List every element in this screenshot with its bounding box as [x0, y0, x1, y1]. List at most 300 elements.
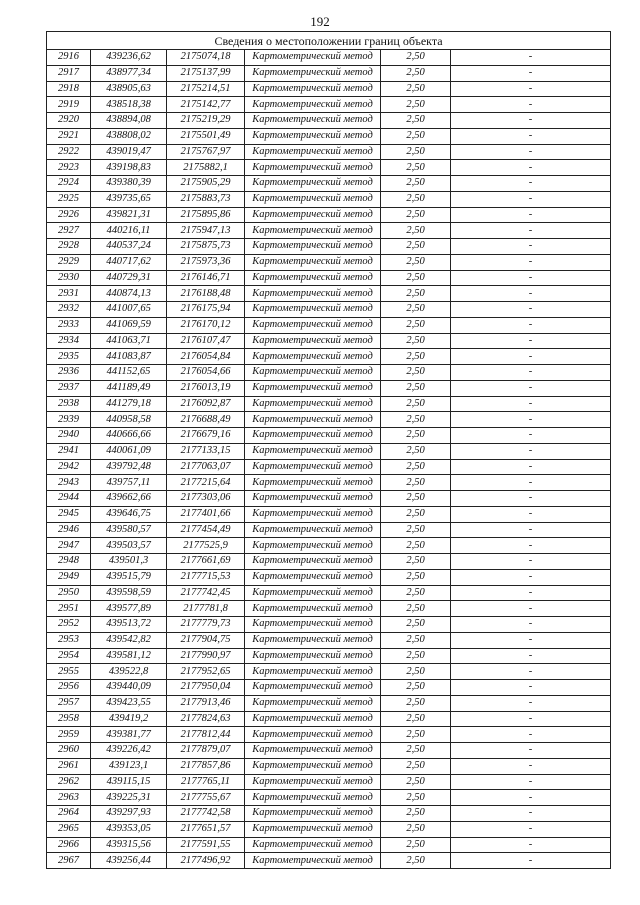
note-cell: -: [451, 396, 611, 412]
note-cell: -: [451, 144, 611, 160]
accuracy-cell: 2,50: [381, 837, 451, 853]
table-row: [47, 853, 611, 869]
note-cell: -: [451, 774, 611, 790]
table-row: [47, 837, 611, 853]
method-cell: Картометрический метод: [245, 837, 381, 853]
accuracy-cell: 2,50: [381, 333, 451, 349]
table-row: [47, 443, 611, 459]
method-cell: Картометрический метод: [245, 81, 381, 97]
accuracy-cell: 2,50: [381, 727, 451, 743]
table-row: [47, 601, 611, 617]
y-coordinate-cell: 2175947,13: [167, 223, 245, 239]
accuracy-cell: 2,50: [381, 191, 451, 207]
accuracy-cell: 2,50: [381, 522, 451, 538]
note-cell: -: [451, 286, 611, 302]
accuracy-cell: 2,50: [381, 695, 451, 711]
point-number-cell: 2922: [47, 144, 91, 160]
y-coordinate-cell: 2175875,73: [167, 239, 245, 255]
accuracy-cell: 2,50: [381, 239, 451, 255]
table-row: [47, 254, 611, 270]
accuracy-cell: 2,50: [381, 65, 451, 81]
accuracy-cell: 2,50: [381, 412, 451, 428]
y-coordinate-cell: 2176170,12: [167, 317, 245, 333]
method-cell: Картометрический метод: [245, 223, 381, 239]
accuracy-cell: 2,50: [381, 664, 451, 680]
y-coordinate-cell: 2175501,49: [167, 128, 245, 144]
x-coordinate-cell: 441069,59: [91, 317, 167, 333]
x-coordinate-cell: 439380,39: [91, 176, 167, 192]
page-number: 192: [310, 14, 330, 29]
accuracy-cell: 2,50: [381, 380, 451, 396]
y-coordinate-cell: 2176107,47: [167, 333, 245, 349]
x-coordinate-cell: 439115,15: [91, 774, 167, 790]
table-title: Сведения о местоположении границ объекта: [47, 32, 611, 50]
accuracy-cell: 2,50: [381, 569, 451, 585]
method-cell: Картометрический метод: [245, 569, 381, 585]
accuracy-cell: 2,50: [381, 475, 451, 491]
accuracy-cell: 2,50: [381, 223, 451, 239]
note-cell: -: [451, 648, 611, 664]
method-cell: Картометрический метод: [245, 65, 381, 81]
table-row: [47, 270, 611, 286]
accuracy-cell: 2,50: [381, 50, 451, 66]
point-number-cell: 2938: [47, 396, 91, 412]
table-row: [47, 223, 611, 239]
point-number-cell: 2916: [47, 50, 91, 66]
method-cell: Картометрический метод: [245, 412, 381, 428]
point-number-cell: 2957: [47, 695, 91, 711]
note-cell: -: [451, 223, 611, 239]
note-cell: -: [451, 270, 611, 286]
x-coordinate-cell: 439757,11: [91, 475, 167, 491]
note-cell: -: [451, 680, 611, 696]
y-coordinate-cell: 2177765,11: [167, 774, 245, 790]
y-coordinate-cell: 2175895,86: [167, 207, 245, 223]
y-coordinate-cell: 2177879,07: [167, 743, 245, 759]
method-cell: Картометрический метод: [245, 585, 381, 601]
x-coordinate-cell: 439821,31: [91, 207, 167, 223]
y-coordinate-cell: 2177904,75: [167, 632, 245, 648]
y-coordinate-cell: 2175973,36: [167, 254, 245, 270]
table-row: [47, 50, 611, 66]
accuracy-cell: 2,50: [381, 443, 451, 459]
method-cell: Картометрический метод: [245, 365, 381, 381]
y-coordinate-cell: 2177651,57: [167, 821, 245, 837]
table-row: [47, 711, 611, 727]
accuracy-cell: 2,50: [381, 554, 451, 570]
point-number-cell: 2948: [47, 554, 91, 570]
accuracy-cell: 2,50: [381, 270, 451, 286]
accuracy-cell: 2,50: [381, 302, 451, 318]
method-cell: Картометрический метод: [245, 191, 381, 207]
y-coordinate-cell: 2177913,46: [167, 695, 245, 711]
x-coordinate-cell: 439598,59: [91, 585, 167, 601]
x-coordinate-cell: 439515,79: [91, 569, 167, 585]
x-coordinate-cell: 439735,65: [91, 191, 167, 207]
table-row: [47, 522, 611, 538]
method-cell: Картометрический метод: [245, 853, 381, 869]
point-number-cell: 2926: [47, 207, 91, 223]
table-row: [47, 790, 611, 806]
accuracy-cell: 2,50: [381, 617, 451, 633]
table-body: [47, 50, 611, 869]
method-cell: Картометрический метод: [245, 695, 381, 711]
table-row: [47, 459, 611, 475]
x-coordinate-cell: 439580,57: [91, 522, 167, 538]
note-cell: -: [451, 664, 611, 680]
method-cell: Картометрический метод: [245, 632, 381, 648]
y-coordinate-cell: 2177952,65: [167, 664, 245, 680]
accuracy-cell: 2,50: [381, 853, 451, 869]
method-cell: Картометрический метод: [245, 648, 381, 664]
point-number-cell: 2951: [47, 601, 91, 617]
note-cell: -: [451, 349, 611, 365]
point-number-cell: 2965: [47, 821, 91, 837]
note-cell: -: [451, 97, 611, 113]
point-number-cell: 2966: [47, 837, 91, 853]
point-number-cell: 2923: [47, 160, 91, 176]
point-number-cell: 2949: [47, 569, 91, 585]
note-cell: -: [451, 790, 611, 806]
note-cell: -: [451, 443, 611, 459]
y-coordinate-cell: 2175767,97: [167, 144, 245, 160]
accuracy-cell: 2,50: [381, 821, 451, 837]
x-coordinate-cell: 441189,49: [91, 380, 167, 396]
x-coordinate-cell: 439646,75: [91, 506, 167, 522]
table-row: [47, 506, 611, 522]
method-cell: Картометрический метод: [245, 475, 381, 491]
note-cell: -: [451, 160, 611, 176]
table-row: [47, 207, 611, 223]
method-cell: Картометрический метод: [245, 97, 381, 113]
point-number-cell: 2932: [47, 302, 91, 318]
point-number-cell: 2962: [47, 774, 91, 790]
method-cell: Картометрический метод: [245, 302, 381, 318]
table-row: [47, 160, 611, 176]
table-row: [47, 491, 611, 507]
note-cell: -: [451, 837, 611, 853]
table-row: [47, 239, 611, 255]
y-coordinate-cell: 2177661,69: [167, 554, 245, 570]
y-coordinate-cell: 2176146,71: [167, 270, 245, 286]
y-coordinate-cell: 2177742,58: [167, 806, 245, 822]
point-number-cell: 2931: [47, 286, 91, 302]
x-coordinate-cell: 439501,3: [91, 554, 167, 570]
method-cell: Картометрический метод: [245, 491, 381, 507]
y-coordinate-cell: 2177857,86: [167, 758, 245, 774]
table-row: [47, 695, 611, 711]
x-coordinate-cell: 439225,31: [91, 790, 167, 806]
point-number-cell: 2945: [47, 506, 91, 522]
x-coordinate-cell: 439419,2: [91, 711, 167, 727]
note-cell: -: [451, 522, 611, 538]
note-cell: -: [451, 254, 611, 270]
method-cell: Картометрический метод: [245, 554, 381, 570]
point-number-cell: 2959: [47, 727, 91, 743]
method-cell: Картометрический метод: [245, 538, 381, 554]
table-row: [47, 333, 611, 349]
method-cell: Картометрический метод: [245, 601, 381, 617]
table-row: [47, 365, 611, 381]
x-coordinate-cell: 440666,66: [91, 428, 167, 444]
x-coordinate-cell: 439423,55: [91, 695, 167, 711]
note-cell: -: [451, 585, 611, 601]
accuracy-cell: 2,50: [381, 317, 451, 333]
x-coordinate-cell: 440216,11: [91, 223, 167, 239]
x-coordinate-cell: 439577,89: [91, 601, 167, 617]
method-cell: Картометрический метод: [245, 459, 381, 475]
accuracy-cell: 2,50: [381, 506, 451, 522]
point-number-cell: 2967: [47, 853, 91, 869]
table-row: [47, 585, 611, 601]
note-cell: -: [451, 302, 611, 318]
method-cell: Картометрический метод: [245, 333, 381, 349]
y-coordinate-cell: 2175074,18: [167, 50, 245, 66]
x-coordinate-cell: 439236,62: [91, 50, 167, 66]
accuracy-cell: 2,50: [381, 254, 451, 270]
accuracy-cell: 2,50: [381, 680, 451, 696]
note-cell: -: [451, 632, 611, 648]
method-cell: Картометрический метод: [245, 774, 381, 790]
y-coordinate-cell: 2175219,29: [167, 113, 245, 129]
point-number-cell: 2947: [47, 538, 91, 554]
x-coordinate-cell: 439522,8: [91, 664, 167, 680]
point-number-cell: 2918: [47, 81, 91, 97]
table-row: [47, 302, 611, 318]
note-cell: -: [451, 365, 611, 381]
x-coordinate-cell: 440874,13: [91, 286, 167, 302]
table-row: [47, 65, 611, 81]
table-row: [47, 128, 611, 144]
y-coordinate-cell: 2177715,53: [167, 569, 245, 585]
y-coordinate-cell: 2177812,44: [167, 727, 245, 743]
note-cell: -: [451, 459, 611, 475]
x-coordinate-cell: 439503,57: [91, 538, 167, 554]
table-row: [47, 554, 611, 570]
x-coordinate-cell: 439662,66: [91, 491, 167, 507]
note-cell: -: [451, 50, 611, 66]
x-coordinate-cell: 440061,09: [91, 443, 167, 459]
accuracy-cell: 2,50: [381, 491, 451, 507]
x-coordinate-cell: 439019,47: [91, 144, 167, 160]
table-row: [47, 412, 611, 428]
method-cell: Картометрический метод: [245, 664, 381, 680]
point-number-cell: 2941: [47, 443, 91, 459]
point-number-cell: 2920: [47, 113, 91, 129]
method-cell: Картометрический метод: [245, 270, 381, 286]
point-number-cell: 2953: [47, 632, 91, 648]
accuracy-cell: 2,50: [381, 806, 451, 822]
method-cell: Картометрический метод: [245, 506, 381, 522]
x-coordinate-cell: 441152,65: [91, 365, 167, 381]
method-cell: Картометрический метод: [245, 758, 381, 774]
note-cell: -: [451, 317, 611, 333]
point-number-cell: 2940: [47, 428, 91, 444]
x-coordinate-cell: 439581,12: [91, 648, 167, 664]
accuracy-cell: 2,50: [381, 632, 451, 648]
point-number-cell: 2955: [47, 664, 91, 680]
method-cell: Картометрический метод: [245, 617, 381, 633]
note-cell: -: [451, 506, 611, 522]
note-cell: -: [451, 475, 611, 491]
method-cell: Картометрический метод: [245, 239, 381, 255]
x-coordinate-cell: 439353,05: [91, 821, 167, 837]
accuracy-cell: 2,50: [381, 113, 451, 129]
x-coordinate-cell: 440717,62: [91, 254, 167, 270]
method-cell: Картометрический метод: [245, 743, 381, 759]
x-coordinate-cell: 438808,02: [91, 128, 167, 144]
method-cell: Картометрический метод: [245, 790, 381, 806]
note-cell: -: [451, 821, 611, 837]
point-number-cell: 2928: [47, 239, 91, 255]
y-coordinate-cell: 2176013,19: [167, 380, 245, 396]
table-row: [47, 97, 611, 113]
note-cell: -: [451, 333, 611, 349]
table-row: [47, 648, 611, 664]
y-coordinate-cell: 2177591,55: [167, 837, 245, 853]
x-coordinate-cell: 438518,38: [91, 97, 167, 113]
accuracy-cell: 2,50: [381, 601, 451, 617]
note-cell: -: [451, 113, 611, 129]
note-cell: -: [451, 176, 611, 192]
accuracy-cell: 2,50: [381, 790, 451, 806]
accuracy-cell: 2,50: [381, 81, 451, 97]
y-coordinate-cell: 2176054,84: [167, 349, 245, 365]
point-number-cell: 2963: [47, 790, 91, 806]
x-coordinate-cell: 438905,63: [91, 81, 167, 97]
method-cell: Картометрический метод: [245, 727, 381, 743]
point-number-cell: 2929: [47, 254, 91, 270]
y-coordinate-cell: 2176688,49: [167, 412, 245, 428]
accuracy-cell: 2,50: [381, 365, 451, 381]
method-cell: Картометрический метод: [245, 806, 381, 822]
accuracy-cell: 2,50: [381, 538, 451, 554]
y-coordinate-cell: 2176188,48: [167, 286, 245, 302]
point-number-cell: 2946: [47, 522, 91, 538]
y-coordinate-cell: 2176054,66: [167, 365, 245, 381]
y-coordinate-cell: 2177454,49: [167, 522, 245, 538]
note-cell: -: [451, 711, 611, 727]
point-number-cell: 2927: [47, 223, 91, 239]
y-coordinate-cell: 2175142,77: [167, 97, 245, 113]
point-number-cell: 2961: [47, 758, 91, 774]
method-cell: Картометрический метод: [245, 380, 381, 396]
y-coordinate-cell: 2176092,87: [167, 396, 245, 412]
x-coordinate-cell: 439297,93: [91, 806, 167, 822]
accuracy-cell: 2,50: [381, 743, 451, 759]
method-cell: Картометрический метод: [245, 50, 381, 66]
x-coordinate-cell: 441063,71: [91, 333, 167, 349]
x-coordinate-cell: 441083,87: [91, 349, 167, 365]
table-row: [47, 380, 611, 396]
accuracy-cell: 2,50: [381, 711, 451, 727]
x-coordinate-cell: 440537,24: [91, 239, 167, 255]
table-row: [47, 680, 611, 696]
note-cell: -: [451, 207, 611, 223]
note-cell: -: [451, 428, 611, 444]
method-cell: Картометрический метод: [245, 317, 381, 333]
point-number-cell: 2935: [47, 349, 91, 365]
note-cell: -: [451, 491, 611, 507]
note-cell: -: [451, 239, 611, 255]
note-cell: -: [451, 380, 611, 396]
note-cell: -: [451, 191, 611, 207]
table-row: [47, 758, 611, 774]
method-cell: Картометрический метод: [245, 428, 381, 444]
x-coordinate-cell: 439542,82: [91, 632, 167, 648]
table-row: [47, 144, 611, 160]
accuracy-cell: 2,50: [381, 396, 451, 412]
table-row: [47, 286, 611, 302]
note-cell: -: [451, 538, 611, 554]
x-coordinate-cell: 439123,1: [91, 758, 167, 774]
y-coordinate-cell: 2176175,94: [167, 302, 245, 318]
y-coordinate-cell: 2177063,07: [167, 459, 245, 475]
table-row: [47, 632, 611, 648]
method-cell: Картометрический метод: [245, 207, 381, 223]
y-coordinate-cell: 2177781,8: [167, 601, 245, 617]
point-number-cell: 2934: [47, 333, 91, 349]
x-coordinate-cell: 438894,08: [91, 113, 167, 129]
x-coordinate-cell: 441279,18: [91, 396, 167, 412]
y-coordinate-cell: 2175882,1: [167, 160, 245, 176]
y-coordinate-cell: 2177496,92: [167, 853, 245, 869]
table-row: [47, 113, 611, 129]
x-coordinate-cell: 439315,56: [91, 837, 167, 853]
x-coordinate-cell: 439226,42: [91, 743, 167, 759]
note-cell: -: [451, 727, 611, 743]
point-number-cell: 2924: [47, 176, 91, 192]
note-cell: -: [451, 554, 611, 570]
method-cell: Картометрический метод: [245, 128, 381, 144]
table-row: [47, 349, 611, 365]
accuracy-cell: 2,50: [381, 428, 451, 444]
accuracy-cell: 2,50: [381, 459, 451, 475]
accuracy-cell: 2,50: [381, 207, 451, 223]
point-number-cell: 2937: [47, 380, 91, 396]
x-coordinate-cell: 439381,77: [91, 727, 167, 743]
method-cell: Картометрический метод: [245, 396, 381, 412]
accuracy-cell: 2,50: [381, 144, 451, 160]
note-cell: -: [451, 695, 611, 711]
point-number-cell: 2921: [47, 128, 91, 144]
point-number-cell: 2952: [47, 617, 91, 633]
note-cell: -: [451, 853, 611, 869]
note-cell: -: [451, 601, 611, 617]
method-cell: Картометрический метод: [245, 711, 381, 727]
table-row: [47, 191, 611, 207]
point-number-cell: 2960: [47, 743, 91, 759]
method-cell: Картометрический метод: [245, 680, 381, 696]
y-coordinate-cell: 2177824,63: [167, 711, 245, 727]
table-row: [47, 743, 611, 759]
x-coordinate-cell: 439792,48: [91, 459, 167, 475]
point-number-cell: 2939: [47, 412, 91, 428]
table-row: [47, 569, 611, 585]
point-number-cell: 2930: [47, 270, 91, 286]
accuracy-cell: 2,50: [381, 97, 451, 113]
note-cell: -: [451, 65, 611, 81]
method-cell: Картометрический метод: [245, 286, 381, 302]
table-row: [47, 664, 611, 680]
table-row: [47, 428, 611, 444]
accuracy-cell: 2,50: [381, 160, 451, 176]
accuracy-cell: 2,50: [381, 758, 451, 774]
table-row: [47, 821, 611, 837]
table-row: [47, 176, 611, 192]
table-row: [47, 617, 611, 633]
y-coordinate-cell: 2177950,04: [167, 680, 245, 696]
